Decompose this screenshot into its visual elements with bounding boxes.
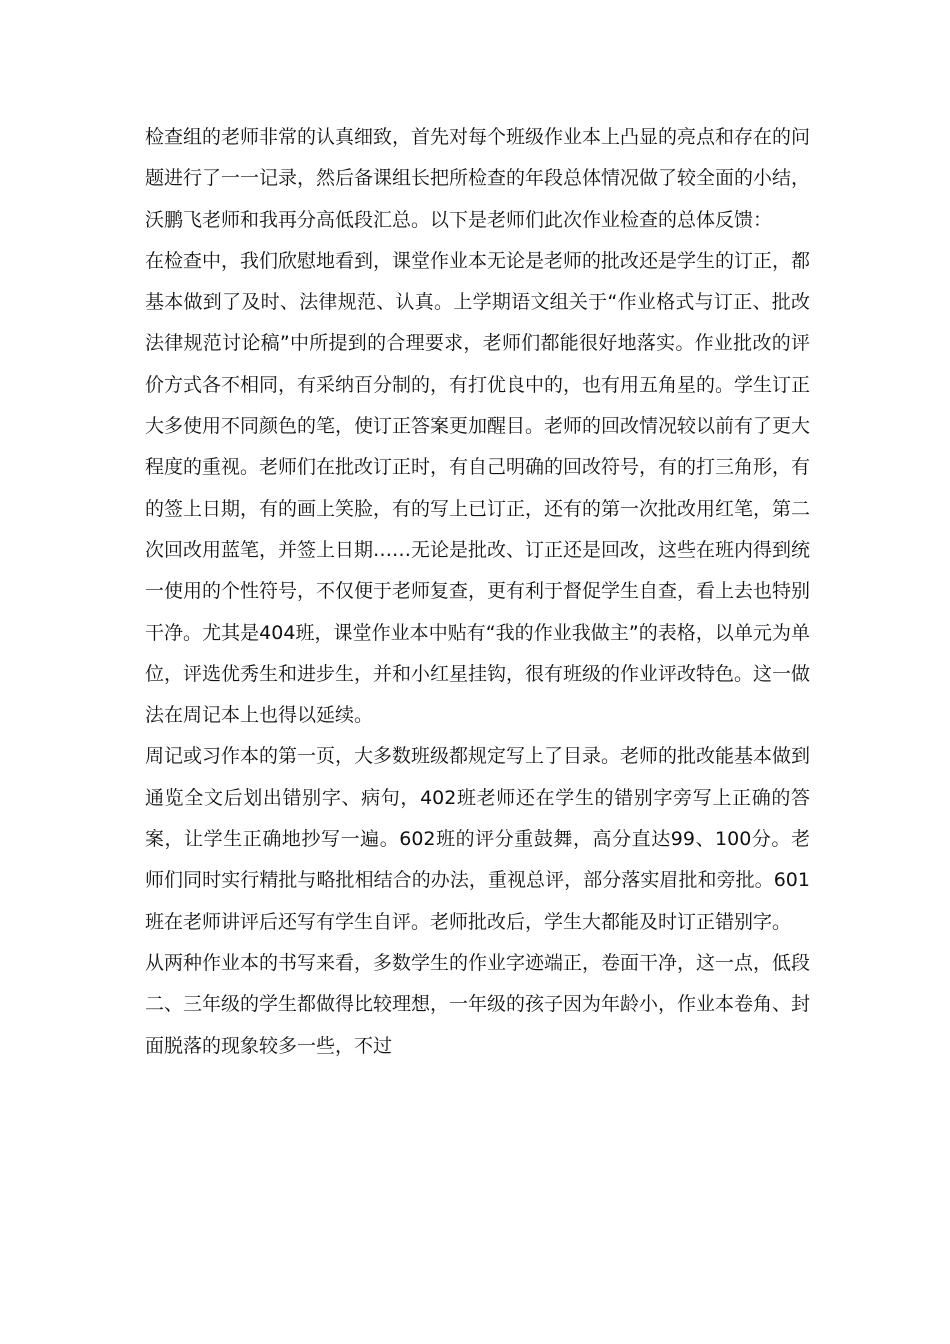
document-page xyxy=(145,117,810,1067)
paragraph-inspection-intro: 检查组的老师非常的认真细致，首先对每个班级作业本上凸显的亮点和存在的问题进行了一一记录，然后备课组长把所检查的年段总体情况做了较全面的小结，沃鹏飞老师和我再分高低段汇总。以下是老师们此次作业检查的总体反馈： xyxy=(145,126,811,231)
paragraph-handwriting: 从两种作业本的书写来看，多数学生的作业字迹端正，卷面干净，这一点，低段二、三年级的学生都做得比较理想，一年级的孩子因为年龄小，作业本卷角、封面脱落的现象较多一些，不过 xyxy=(145,951,811,1057)
paragraph-classroom-homework: 在检查中，我们欣慰地看到，课堂作业本无论是老师的批改还是学生的订正，都基本做到了及时、法律规范、认真。上学期语文组关于“作业格式与订正、批改法律规范讨论稿”中所提到的合理要求，老师们都能很好地落实。作业批改的评价方式各不相同，有采纳百分制的，有打优良中的，也有用五角星的。学生订正大多使用不同颜色的笔，使订正答案更加醒目。老师的回改情况较以前有了更大程度的重视。老师们在批改订正时，有自己明确的回改符号，有的打三角形，有的签上日期，有的画上笑脸，有的写上已订正，还有的第一次批改用红笔，第二次回改用蓝笔，并签上日期……无论是批改、订正还是回改，这些在班内得到统一使用的个性符号，不仅便于老师复查，更有利于督促学生自查，看上去也特别干净。尤其是404班，课堂作业本中贴有“我的作业我做主”的表格，以单元为单位，评选优秀生和进步生，并和小红星挂钩，很有班级的作业评改特色。这一做法在周记本上也得以延续。 xyxy=(145,249,811,727)
paragraph-weekly-journal: 周记或习作本的第一页，大多数班级都规定写上了目录。老师的批改能基本做到通览全文后划出错别字、病句，402班老师还在学生的错别字旁写上正确的答案，让学生正确地抄写一遍。602班的评分重鼓舞，高分直达99、100分。老师们同时实行精批与略批相结合的办法，重视总评，部分落实眉批和旁批。601班在老师讲评后还写有学生自评。老师批改后，学生大都能及时订正错别字。 xyxy=(145,745,811,933)
